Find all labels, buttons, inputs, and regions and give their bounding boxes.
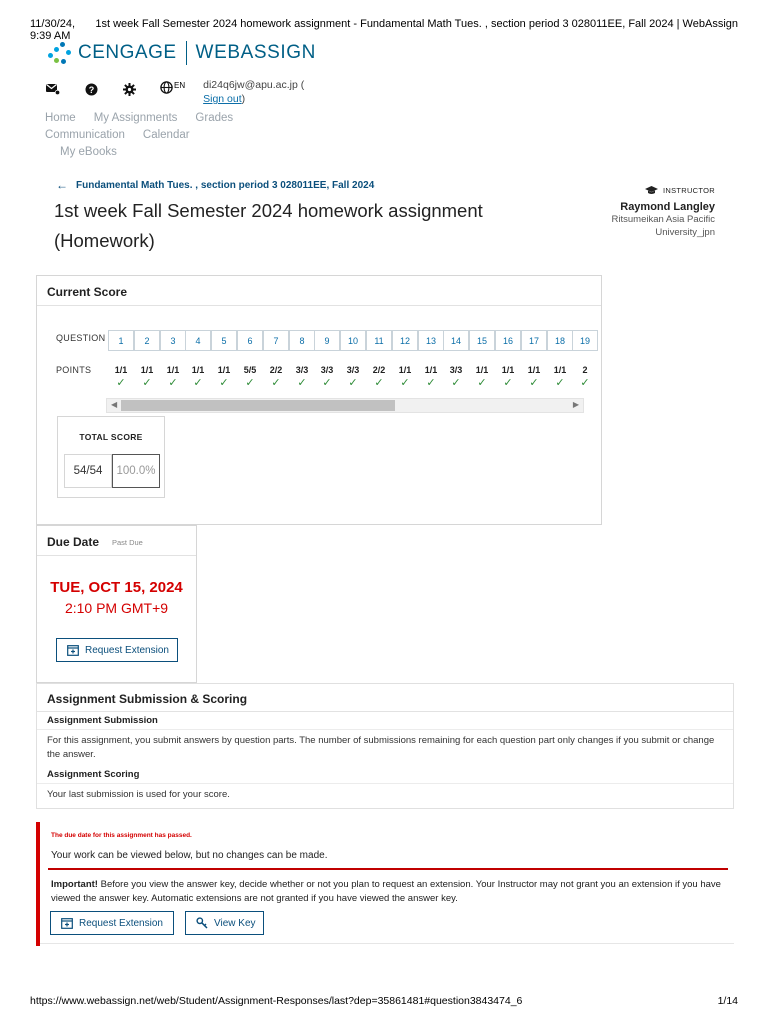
correct-check-icon: ✓ (193, 377, 203, 389)
question-points: 2/2 (269, 365, 283, 375)
question-points: 1/1 (217, 365, 231, 375)
calendar-plus-icon (61, 917, 73, 929)
back-arrow-icon: ← (56, 178, 68, 192)
nav-my-assignments[interactable]: My Assignments (93, 112, 178, 124)
alert-message: Your work can be viewed below, but no changes can be made. (51, 850, 328, 861)
total-score-box (57, 416, 165, 498)
question-link[interactable]: 13 (418, 330, 444, 351)
submission-heading: Assignment Submission (47, 715, 158, 726)
graduation-cap-icon (645, 186, 658, 195)
print-footer (30, 995, 738, 1007)
correct-check-icon: ✓ (374, 377, 384, 389)
correct-check-icon: ✓ (400, 377, 410, 389)
nav-communication[interactable]: Communication (45, 129, 125, 141)
messages-icon[interactable] (46, 82, 60, 96)
question-points: 1/1 (424, 365, 438, 375)
important-label: Important! (51, 879, 98, 890)
correct-check-icon: ✓ (503, 377, 513, 389)
scroll-left-icon[interactable]: ◀ (111, 400, 118, 409)
total-score-title: TOTAL SCORE (79, 432, 143, 442)
instructor-label: INSTRUCTOR (662, 186, 715, 195)
question-link[interactable]: 19 (572, 330, 598, 351)
instructor-school-line1: Ritsumeikan Asia Pacific (611, 214, 715, 225)
question-points: 1/1 (501, 365, 515, 375)
main-nav-row-3 (60, 146, 135, 158)
due-time-value: 2:10 PM GMT+9 (64, 600, 169, 616)
print-header (30, 18, 738, 42)
question-link[interactable]: 4 (185, 330, 211, 351)
panel-divider (37, 711, 733, 712)
print-url: https://www.webassign.net/web/Student/Assignment-Responses/last?dep=35861481#question3843474_6 (30, 995, 523, 1007)
question-grid (108, 330, 590, 390)
submission-scoring-title: Assignment Submission & Scoring (47, 692, 248, 706)
calendar-plus-icon (67, 644, 79, 656)
question-points: 2/2 (372, 365, 386, 375)
question-points: 1/1 (475, 365, 489, 375)
user-email: di24q6jw@apu.ac.jp ( (203, 79, 305, 91)
alert-divider (48, 868, 728, 870)
main-nav-row-1 (45, 112, 251, 124)
question-link[interactable]: 8 (289, 330, 315, 351)
nav-home[interactable]: Home (45, 112, 76, 124)
instructor-school-line2: University_jpn (655, 227, 715, 238)
past-due-badge: Past Due (112, 538, 143, 547)
brand-cengage: CENGAGE (78, 42, 177, 63)
correct-check-icon: ✓ (168, 377, 178, 389)
question-link[interactable]: 14 (443, 330, 469, 351)
main-nav-row-2 (45, 129, 208, 141)
scoring-text: Your last submission is used for your score. (47, 789, 230, 800)
panel-divider (37, 305, 601, 306)
print-page-number: 1/14 (717, 995, 738, 1007)
print-date: 11/30/24, 9:39 AM (30, 18, 76, 42)
alert-heading: The due date for this assignment has passed. (51, 832, 192, 839)
help-icon[interactable] (84, 82, 98, 96)
utility-bar (46, 78, 304, 106)
question-points: 1/1 (140, 365, 154, 375)
globe-icon (160, 81, 173, 94)
alert-bottom-rule (40, 943, 734, 944)
breadcrumb[interactable] (56, 178, 374, 192)
brand-divider (186, 41, 187, 65)
correct-check-icon: ✓ (142, 377, 152, 389)
alert-request-extension-button[interactable] (50, 911, 174, 935)
question-link[interactable]: 1 (108, 330, 134, 351)
correct-check-icon: ✓ (322, 377, 332, 389)
nav-grades[interactable]: Grades (195, 112, 234, 124)
past-due-alert (36, 822, 734, 946)
answer-key-warning (51, 878, 727, 906)
question-points: 1/1 (527, 365, 541, 375)
correct-check-icon: ✓ (426, 377, 436, 389)
question-points: 1/1 (166, 365, 180, 375)
question-link[interactable]: 2 (134, 330, 160, 351)
nav-my-ebooks[interactable]: My eBooks (60, 146, 117, 158)
correct-check-icon: ✓ (116, 377, 126, 389)
correct-check-icon: ✓ (348, 377, 358, 389)
view-key-button[interactable] (185, 911, 264, 935)
key-icon (196, 917, 208, 929)
correct-check-icon: ✓ (219, 377, 229, 389)
question-points: 1/1 (398, 365, 412, 375)
print-title: 1st week Fall Semester 2024 homework assignment - Fundamental Math Tues. , section period 3 028011EE, Fall 2024 | WebAssign (95, 18, 738, 30)
due-date-title: Due Date (47, 535, 100, 549)
question-points: 1/1 (191, 365, 205, 375)
due-date-panel (36, 525, 197, 683)
correct-check-icon: ✓ (580, 377, 590, 389)
scoring-heading: Assignment Scoring (47, 769, 140, 780)
important-text: Before you view the answer key, decide whether or not you plan to request an extension. Your Instructor may not grant you an extension if you have viewed the answer key. Automatic extensions are not granted if you have viewed the answer key. (51, 879, 721, 904)
svg-text:?: ? (88, 84, 94, 95)
question-points: 1/1 (553, 365, 567, 375)
question-link[interactable]: 15 (469, 330, 495, 351)
current-score-panel (36, 275, 602, 525)
request-extension-button[interactable] (56, 638, 178, 662)
sign-out-link[interactable]: Sign out (203, 93, 242, 105)
nav-calendar[interactable]: Calendar (142, 129, 190, 141)
total-score-points: 54/54 (64, 454, 112, 488)
section-divider (37, 783, 733, 784)
panel-divider (37, 555, 196, 556)
question-link[interactable]: 6 (237, 330, 263, 351)
correct-check-icon: ✓ (477, 377, 487, 389)
current-score-title: Current Score (47, 285, 128, 299)
breadcrumb-course: Fundamental Math Tues. , section period 3 028011EE, Fall 2024 (76, 179, 375, 191)
instructor-card (612, 186, 715, 239)
question-points: 3/3 (346, 365, 360, 375)
language-selector[interactable] (160, 81, 185, 94)
correct-check-icon: ✓ (245, 377, 255, 389)
question-points: 3/3 (449, 365, 463, 375)
question-link[interactable]: 11 (366, 330, 392, 351)
question-link[interactable]: 10 (340, 330, 366, 351)
brand-logo[interactable] (46, 40, 316, 66)
correct-check-icon: ✓ (297, 377, 307, 389)
total-score-percent: 100.0% (112, 454, 160, 488)
instructor-name: Raymond Langley (620, 201, 715, 213)
question-link[interactable]: 5 (211, 330, 237, 351)
question-link[interactable]: 18 (547, 330, 573, 351)
page-title: 1st week Fall Semester 2024 homework assignment (Homework) (54, 200, 483, 251)
question-points: 2 (582, 365, 588, 375)
question-link[interactable]: 9 (314, 330, 340, 351)
request-extension-label: Request Extension (85, 644, 169, 656)
cengage-logo-icon (46, 40, 72, 66)
correct-check-icon: ✓ (271, 377, 281, 389)
due-date-value: TUE, OCT 15, 2024 (50, 579, 183, 596)
question-link[interactable]: 16 (495, 330, 521, 351)
question-link[interactable]: 12 (392, 330, 418, 351)
brand-webassign: WEBASSIGN (195, 42, 317, 63)
section-divider (37, 729, 733, 730)
instructor-tag (612, 186, 715, 195)
horizontal-scrollbar[interactable] (106, 398, 584, 413)
question-row-label: QUESTION (56, 333, 106, 343)
question-link[interactable]: 3 (160, 330, 186, 351)
correct-check-icon: ✓ (529, 377, 539, 389)
scrollbar-thumb[interactable] (121, 400, 395, 411)
points-row-label: POINTS (56, 365, 92, 375)
question-points: 5/5 (243, 365, 257, 375)
question-link[interactable]: 17 (521, 330, 547, 351)
question-points: 3/3 (295, 365, 309, 375)
correct-check-icon: ✓ (451, 377, 461, 389)
submission-text: For this assignment, you submit answers by question parts. The number of submissions remaining for each question part only changes if you submit or change the answer. (47, 735, 715, 760)
user-account (203, 78, 304, 106)
question-points: 3/3 (320, 365, 334, 375)
language-code: EN (174, 81, 186, 90)
alert-request-extension-label: Request Extension (79, 917, 163, 929)
settings-gear-icon[interactable] (122, 82, 136, 96)
question-link[interactable]: 7 (263, 330, 289, 351)
signout-paren: ) (241, 93, 246, 105)
scroll-right-icon[interactable]: ▶ (572, 400, 579, 409)
submission-scoring-panel (36, 683, 734, 809)
view-key-label: View Key (214, 917, 256, 929)
correct-check-icon: ✓ (555, 377, 565, 389)
question-points: 1/1 (114, 365, 128, 375)
